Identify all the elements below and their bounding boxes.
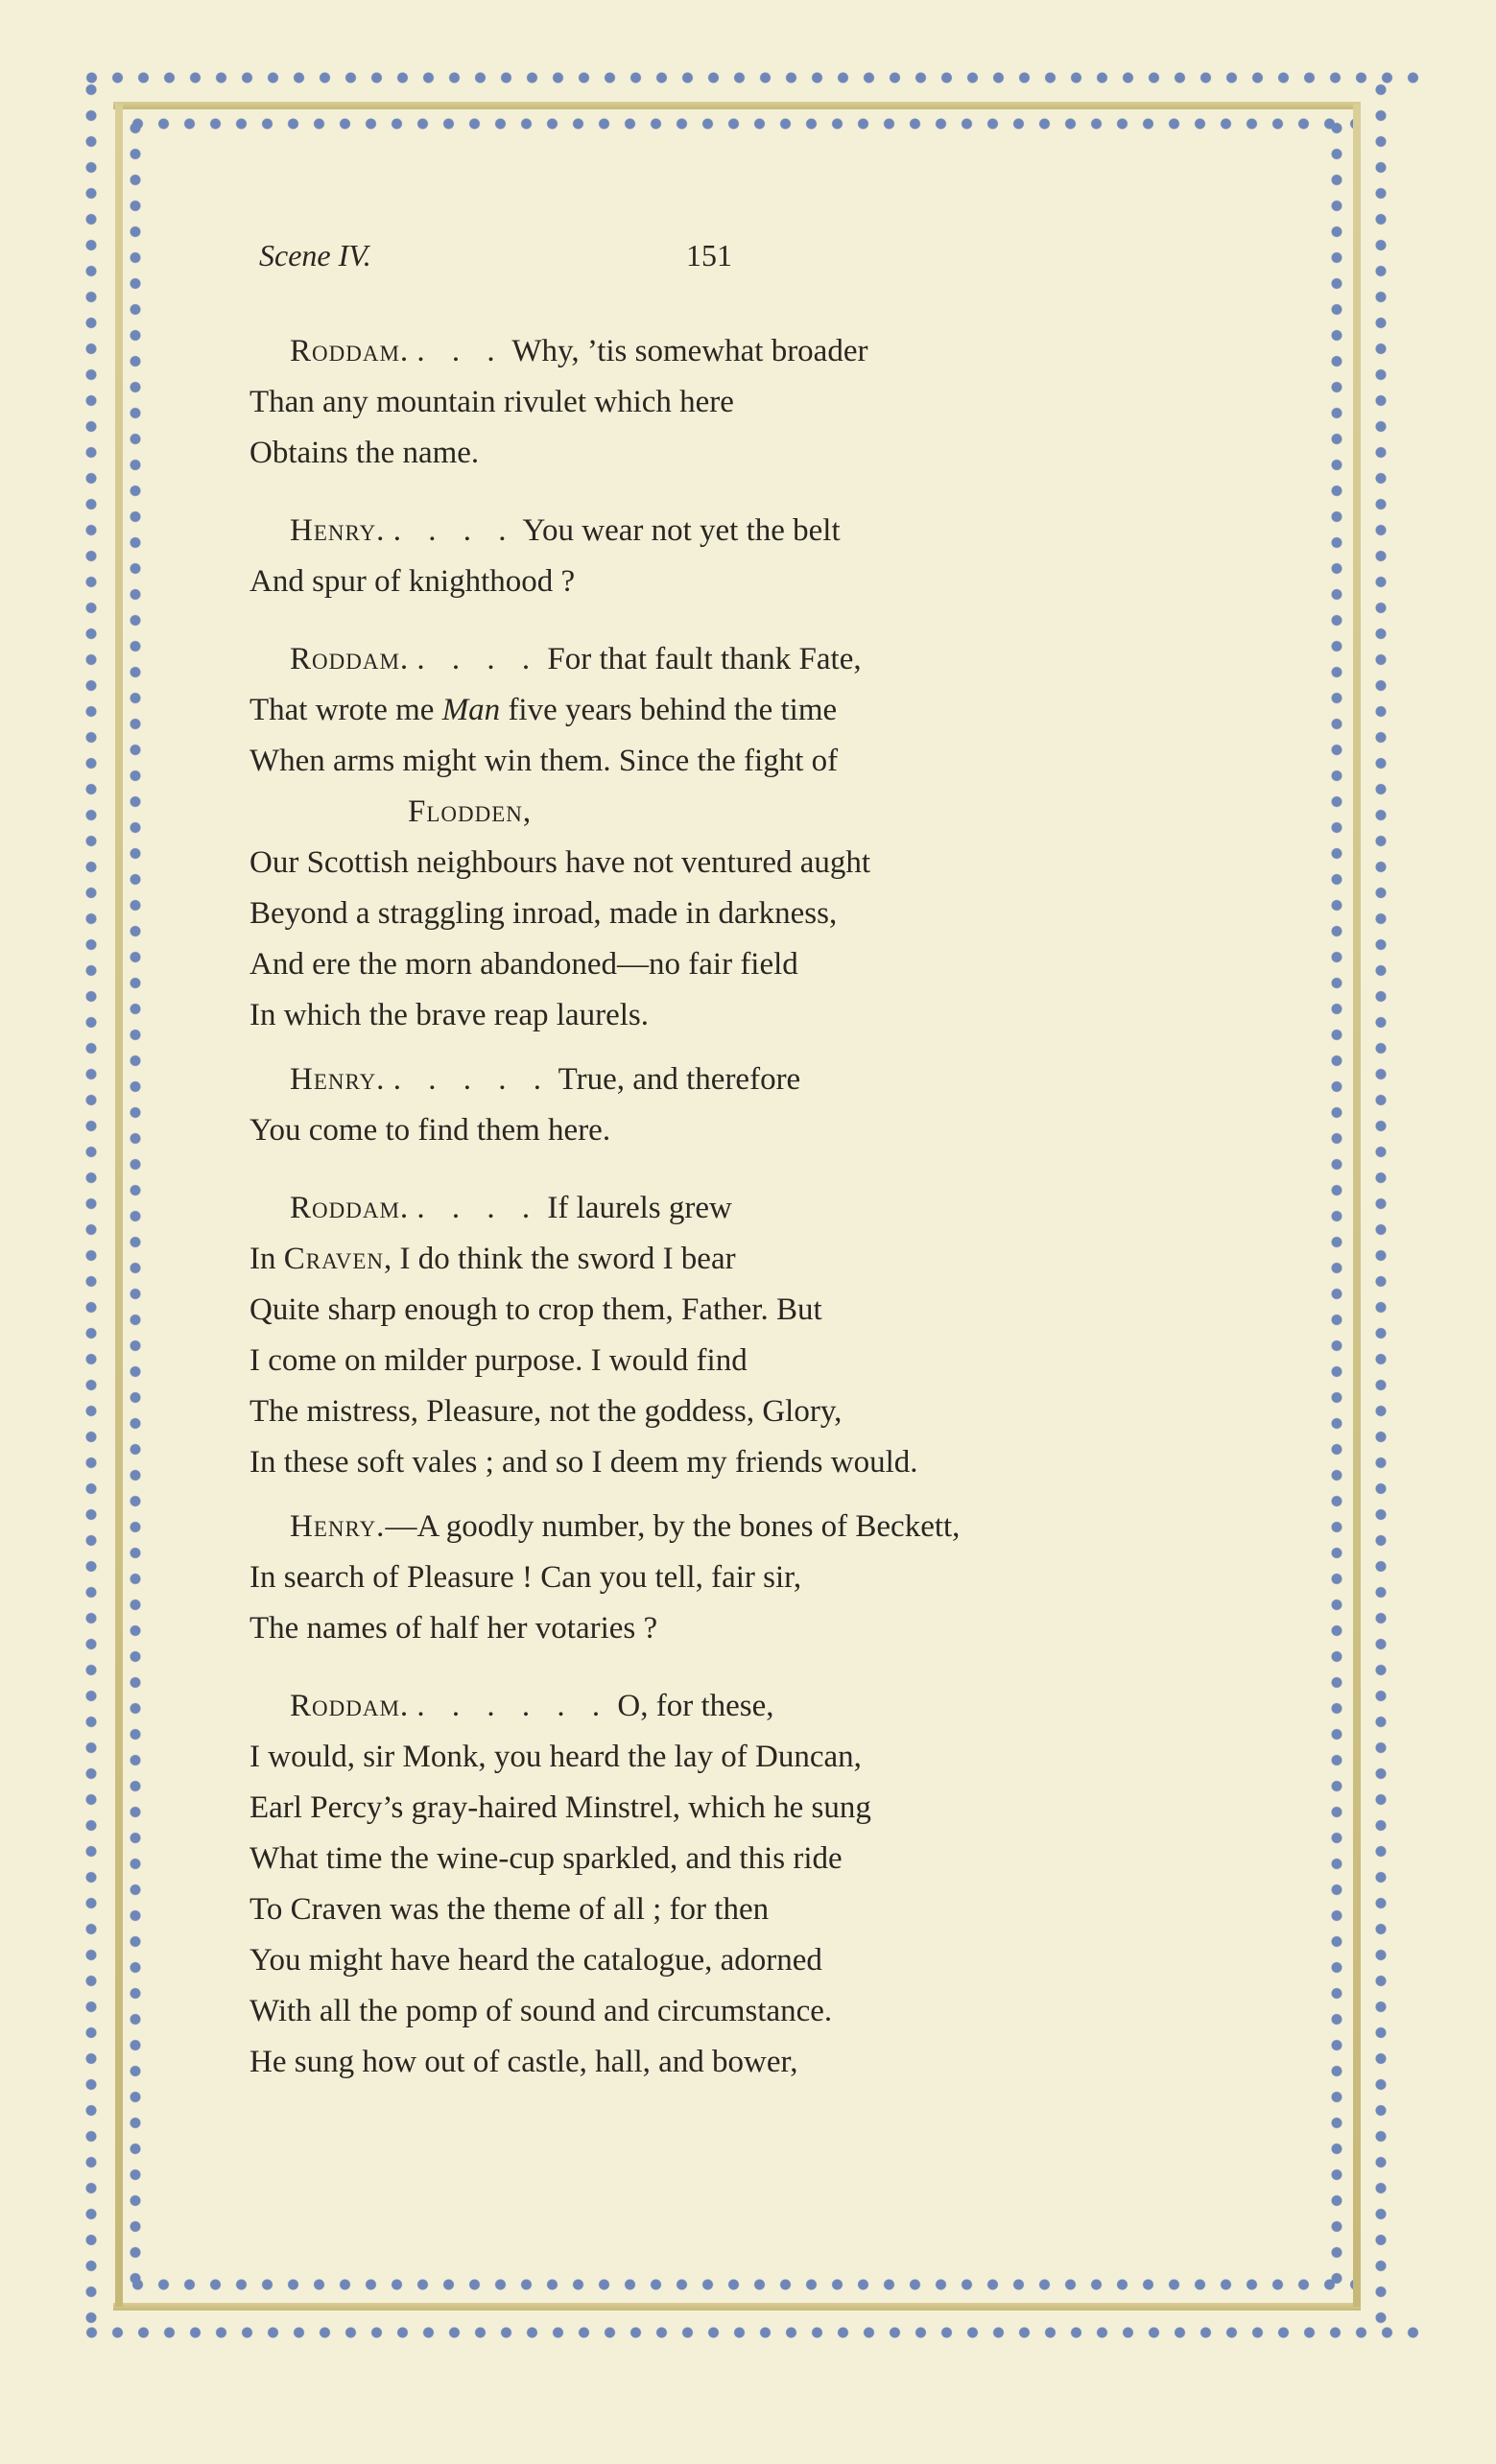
verse-line: When arms might win them. Since the fight of bbox=[249, 744, 839, 778]
verse-continuation: Flodden, bbox=[408, 794, 533, 829]
verse-line: The names of half her votaries ? bbox=[249, 1611, 658, 1646]
page-number: 151 bbox=[686, 238, 732, 272]
border-right-inner-ornament bbox=[1326, 115, 1347, 2293]
border-top-ornament bbox=[79, 67, 1422, 88]
speaker-name: Henry. bbox=[290, 1062, 386, 1097]
verse-line: And spur of knighthood ? bbox=[249, 564, 576, 599]
page-body bbox=[249, 326, 1209, 2088]
verse-line: That wrote me Man five years behind the time bbox=[249, 693, 838, 727]
verse-line: The mistress, Pleasure, not the goddess, Glory, bbox=[249, 1394, 843, 1429]
verse-line: Than any mountain rivulet which here bbox=[249, 385, 734, 419]
verse-line: To Craven was the theme of all ; for then bbox=[249, 1892, 770, 1927]
verse-line: In these soft vales ; and so I deem my friends would. bbox=[249, 1445, 918, 1480]
verse-line: In Craven, I do think the sword I bear bbox=[249, 1242, 736, 1276]
gold-rule-top bbox=[113, 102, 1361, 109]
gold-rule-right bbox=[1353, 104, 1361, 2307]
border-bottom-inner-ornament bbox=[125, 2274, 1353, 2295]
gold-rule-bottom bbox=[113, 2303, 1361, 2310]
speech-line: Roddam. . . . . If laurels grew bbox=[290, 1191, 732, 1225]
verse-line: Our Scottish neighbours have not ventured aught bbox=[249, 845, 871, 880]
speaker-name: Roddam. bbox=[290, 1689, 410, 1723]
verse-line: And ere the morn abandoned—no fair field bbox=[249, 947, 798, 982]
verse-line: Beyond a straggling inroad, made in darkness, bbox=[249, 896, 838, 931]
verse-line: You might have heard the catalogue, adorned bbox=[249, 1943, 822, 1978]
speaker-name: Roddam. bbox=[290, 334, 410, 368]
speech-line: Henry. . . . . You wear not yet the belt bbox=[290, 513, 841, 548]
speech-line: Roddam. . . . . . . O, for these, bbox=[290, 1689, 774, 1723]
border-left-ornament bbox=[81, 77, 102, 2332]
speaker-name: Roddam. bbox=[290, 642, 410, 676]
scene-label: Scene IV. bbox=[259, 238, 371, 272]
verse-line: Earl Percy’s gray-haired Minstrel, which he sung bbox=[249, 1790, 871, 1825]
speech-line: Henry.—A goodly number, by the bones of Beckett, bbox=[290, 1509, 961, 1544]
border-bottom-ornament bbox=[79, 2322, 1422, 2343]
border-top-inner-ornament bbox=[125, 113, 1353, 134]
verse-line: I would, sir Monk, you heard the lay of Duncan, bbox=[249, 1740, 862, 1774]
speaker-name: Henry. bbox=[290, 1509, 386, 1544]
running-header bbox=[259, 238, 732, 273]
verse-line: Obtains the name. bbox=[249, 436, 480, 470]
speaker-name: Roddam. bbox=[290, 1191, 410, 1225]
verse-line: In search of Pleasure ! Can you tell, fair sir, bbox=[249, 1560, 802, 1595]
speech-line: Roddam. . . . . For that fault thank Fate, bbox=[290, 642, 862, 676]
verse-line: I come on milder purpose. I would find bbox=[249, 1343, 748, 1378]
verse-line: Quite sharp enough to crop them, Father. But bbox=[249, 1292, 822, 1327]
speaker-name: Henry. bbox=[290, 513, 386, 548]
verse-line: In which the brave reap laurels. bbox=[249, 998, 649, 1032]
speech-line: Henry. . . . . . True, and therefore bbox=[290, 1062, 801, 1097]
border-left-inner-ornament bbox=[125, 115, 146, 2293]
verse-line: With all the pomp of sound and circumstance. bbox=[249, 1994, 833, 2028]
verse-line: What time the wine-cup sparkled, and this ride bbox=[249, 1841, 843, 1876]
speech-line: Roddam. . . . Why, ’tis somewhat broader bbox=[290, 334, 868, 368]
emphasis-word: Man bbox=[441, 693, 501, 727]
verse-line: He sung how out of castle, hall, and bower, bbox=[249, 2045, 798, 2079]
border-right-ornament bbox=[1370, 77, 1391, 2332]
emphasis-word: Craven bbox=[283, 1242, 385, 1276]
verse-line: You come to find them here. bbox=[249, 1113, 611, 1148]
gold-rule-left bbox=[115, 104, 123, 2307]
